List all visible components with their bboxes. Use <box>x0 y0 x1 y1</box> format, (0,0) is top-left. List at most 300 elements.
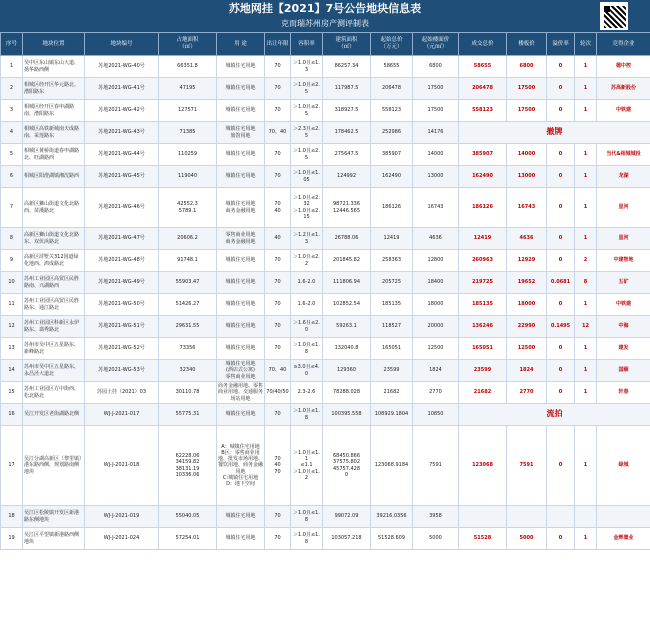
table-cell: 1 <box>1 56 23 78</box>
table-cell: 102852.54 <box>323 294 371 316</box>
table-cell: 0 <box>547 100 575 122</box>
table-cell: 17500 <box>507 78 547 100</box>
table-cell: 苏地2021-WG-40号 <box>85 56 159 78</box>
table-cell: 162490 <box>371 166 413 188</box>
table-cell: 118527 <box>371 316 413 338</box>
table-cell: 零售商业用地 商务金融用地 <box>217 228 265 250</box>
table-cell: 21682 <box>459 382 507 404</box>
table-cell: 1 <box>575 294 597 316</box>
table-row <box>1 294 650 316</box>
table-cell: 39216.0356 <box>371 506 413 528</box>
column-header: 成交总价 <box>459 33 507 56</box>
table-cell: 城镇住宅用地 <box>217 56 265 78</box>
table-cell: 17 <box>1 426 23 506</box>
table-cell: 127571 <box>159 100 217 122</box>
column-header: 地块编号 <box>85 33 159 56</box>
table-cell: 苏州工业园区高贸区民胜路南、兴湖路西 <box>23 272 85 294</box>
table-cell: 70 <box>265 404 291 426</box>
table-cell: 14000 <box>413 144 459 166</box>
column-header: 溢价率 <box>547 33 575 56</box>
table-cell: WJ-J-2021-017 <box>85 404 159 426</box>
table-cell: 苏地2021-WG-44号 <box>85 144 159 166</box>
table-cell: 258363 <box>371 250 413 272</box>
table-cell: 4 <box>1 122 23 144</box>
table-cell: 苏高新股份 <box>597 78 650 100</box>
table-cell: 2.3-2.6 <box>291 382 323 404</box>
table-cell: 12419 <box>371 228 413 250</box>
table-cell: 186126 <box>371 188 413 228</box>
table-cell: 城镇住宅用地 旅馆用地 <box>217 122 265 144</box>
table-cell: 1 <box>575 426 597 506</box>
table-cell: 1824 <box>413 360 459 382</box>
table-cell: 86257.34 <box>323 56 371 78</box>
table-cell: 相城区阳澄湖镇湘沈路西 <box>23 166 85 188</box>
table-cell: 苏地2021-WG-50号 <box>85 294 159 316</box>
table-cell: ＞1.0且≤1.8 <box>291 338 323 360</box>
table-cell: 城镇住宅用地 <box>217 338 265 360</box>
table-cell: 178462.5 <box>323 122 371 144</box>
table-cell: 0 <box>547 166 575 188</box>
table-cell: ＞2.3且≤2.5 <box>291 122 323 144</box>
table-cell: 30110.78 <box>159 382 217 404</box>
table-cell: 58655 <box>459 56 507 78</box>
table-cell: 0.0681 <box>547 272 575 294</box>
table-cell: 5000 <box>413 528 459 550</box>
table-cell: 7 <box>1 188 23 228</box>
table-cell: 70 <box>265 144 291 166</box>
table-cell: 165051 <box>371 338 413 360</box>
table-cell: 苏州工业园区方中街西、松北路北 <box>23 382 85 404</box>
table-cell: 苏地2021-WG-41号 <box>85 78 159 100</box>
table-cell: 中铁建 <box>597 100 650 122</box>
table-cell: 苏地2021-WG-42号 <box>85 100 159 122</box>
table-cell: 吴江区平望镇新港路西侧地块 <box>23 528 85 550</box>
table-cell: A：城镇住宅用地 B区：零售商业用地、批发市场用地、餐饮用地、商务金融用地 C:城镇住宅用地 D：地下空间 <box>217 426 265 506</box>
table-cell: 吴中区东山镇东山大道、扬华路西侧 <box>23 56 85 78</box>
table-cell: 苏州市吴中区五星路东、新峰路北 <box>23 338 85 360</box>
table-cell: 11 <box>1 294 23 316</box>
table-cell: 132040.8 <box>323 338 371 360</box>
table-cell: 0 <box>547 338 575 360</box>
table-cell: 相城区高铁新城南天成路南、采莲路东 <box>23 122 85 144</box>
table-cell: 16743 <box>413 188 459 228</box>
table-cell: 7591 <box>413 426 459 506</box>
table-cell: 星河 <box>597 228 650 250</box>
table-cell: 苏州工业园区科新区永伊路东、翡秀路北 <box>23 316 85 338</box>
table-cell: 32340 <box>159 360 217 382</box>
table-cell: 城镇住宅用地 <box>217 404 265 426</box>
table-row <box>1 426 650 506</box>
table-cell: 186126 <box>459 188 507 228</box>
table-cell <box>507 506 547 528</box>
table-cell: 绿城 <box>597 426 650 506</box>
table-cell: 558123 <box>459 100 507 122</box>
table-cell: ＞1.0且≤2.32 ＞1.0且≤2.15 <box>291 188 323 228</box>
table-cell: 129360 <box>323 360 371 382</box>
table-cell: 1 <box>575 360 597 382</box>
table-cell: 6 <box>1 166 23 188</box>
table-cell: 201845.82 <box>323 250 371 272</box>
table-cell: 城镇住宅用地 <box>217 272 265 294</box>
table-cell: 0 <box>547 56 575 78</box>
table-cell: 城镇住宅用地 <box>217 166 265 188</box>
table-cell: 中海 <box>597 316 650 338</box>
table-cell: 城镇住宅用地 (酒店式公寓) 零售商业用地 <box>217 360 265 382</box>
table-cell: 70 <box>265 528 291 550</box>
table-cell: 1 <box>575 78 597 100</box>
table-cell: 1.6-2.0 <box>291 272 323 294</box>
table-cell: 1824 <box>507 360 547 382</box>
table-cell: 98721.336 12446.565 <box>323 188 371 228</box>
table-cell: 51528.609 <box>371 528 413 550</box>
table-row <box>1 56 650 78</box>
table-cell: 6800 <box>507 56 547 78</box>
table-cell: 1 <box>575 338 597 360</box>
table-cell: 0 <box>547 360 575 382</box>
table-cell: 吴江开发区老街湖路北侧 <box>23 404 85 426</box>
table-cell: 城镇住宅用地 <box>217 250 265 272</box>
table-row <box>1 528 650 550</box>
table-cell: 123068.9184 <box>371 426 413 506</box>
table-cell: 23599 <box>371 360 413 382</box>
table-cell: 23599 <box>459 360 507 382</box>
table-cell: 金辉置业 <box>597 528 650 550</box>
column-header: 起始楼面价 （元/㎡） <box>413 33 459 56</box>
table-cell: 29631.55 <box>159 316 217 338</box>
table-cell: 70 <box>265 294 291 316</box>
table-cell: 70、40 <box>265 360 291 382</box>
land-table <box>0 32 650 550</box>
table-cell: 0 <box>547 144 575 166</box>
table-cell: 18400 <box>413 272 459 294</box>
table-cell: 五矿 <box>597 272 650 294</box>
table-cell: 10850 <box>413 404 459 426</box>
table-cell: 13000 <box>413 166 459 188</box>
table-cell: 12800 <box>413 250 459 272</box>
column-header: 占地面积 （㎡） <box>159 33 217 56</box>
table-row <box>1 316 650 338</box>
table-cell: 16743 <box>507 188 547 228</box>
table-cell: 0.1495 <box>547 316 575 338</box>
table-cell: 78288.028 <box>323 382 371 404</box>
table-cell: 0 <box>547 188 575 228</box>
table-cell: 高新区狮山街道文化北路东、双伏浜路北 <box>23 228 85 250</box>
table-cell: 385907 <box>371 144 413 166</box>
table-cell: 3 <box>1 100 23 122</box>
table-row <box>1 144 650 166</box>
table-cell: 苏地2021-WG-43号 <box>85 122 159 144</box>
table-cell: 4636 <box>507 228 547 250</box>
page-subtitle: 克而瑞苏州房产测评制表 <box>281 19 369 28</box>
table-cell: 21682 <box>371 382 413 404</box>
table-cell: 5 <box>1 144 23 166</box>
page-title: 苏地网挂【2021】7号公告地块信息表 <box>228 2 422 15</box>
table-cell: 252986 <box>371 122 413 144</box>
table-cell: 318927.5 <box>323 100 371 122</box>
table-cell: 3958 <box>413 506 459 528</box>
table-cell: 62228.06 34159.82 38131.19 10336.06 <box>159 426 217 506</box>
table-cell: 1 <box>575 382 597 404</box>
table-cell: 124992 <box>323 166 371 188</box>
table-cell: 7591 <box>507 426 547 506</box>
table-cell: 1 <box>575 144 597 166</box>
table-cell: 55775.31 <box>159 404 217 426</box>
table-cell: 中铁建 <box>597 294 650 316</box>
table-cell: 城镇住宅用地 <box>217 144 265 166</box>
table-cell: ＞1.0且≤1.3 <box>291 56 323 78</box>
table-cell: 吴江区松陵镇开发区新港路东侧地块 <box>23 506 85 528</box>
table-cell: 73356 <box>159 338 217 360</box>
table-cell: 275647.5 <box>323 144 371 166</box>
table-cell: 19652 <box>507 272 547 294</box>
column-header: 起始总价 （万元） <box>371 33 413 56</box>
table-cell: 5000 <box>507 528 547 550</box>
table-cell: 相城区经开区春申湖路南、漕阳路东 <box>23 100 85 122</box>
table-cell: 12500 <box>507 338 547 360</box>
table-cell: 12 <box>1 316 23 338</box>
table-cell: 1 <box>575 528 597 550</box>
table-cell: 城镇住宅用地 <box>217 294 265 316</box>
table-row <box>1 382 650 404</box>
table-cell: 70 <box>265 338 291 360</box>
table-cell: 99072.09 <box>323 506 371 528</box>
table-cell: 0 <box>547 294 575 316</box>
table-cell: 1 <box>575 100 597 122</box>
table-cell: 558123 <box>371 100 413 122</box>
table-cell: 15 <box>1 382 23 404</box>
table-cell: 12929 <box>507 250 547 272</box>
table-cell: 42552.3 5789.1 <box>159 188 217 228</box>
table-row <box>1 506 650 528</box>
table-cell: 55040.05 <box>159 506 217 528</box>
table-cell <box>575 506 597 528</box>
table-cell: ＞1.2且≤1.3 <box>291 228 323 250</box>
table-cell: 219725 <box>459 272 507 294</box>
table-cell: 城镇住宅用地 <box>217 316 265 338</box>
table-cell: 14 <box>1 360 23 382</box>
table-cell: 162490 <box>459 166 507 188</box>
table-cell: ＞1.0且≤1.8 <box>291 506 323 528</box>
table-cell: 58655 <box>371 56 413 78</box>
table-cell: 70 <box>265 506 291 528</box>
table-cell: 0 <box>547 78 575 100</box>
column-header: 竞得企业 <box>597 33 650 56</box>
table-cell: 2 <box>575 250 597 272</box>
table-row <box>1 250 650 272</box>
table-cell <box>547 506 575 528</box>
table-cell: 260963 <box>459 250 507 272</box>
table-cell: ＞1.0且≤2.5 <box>291 78 323 100</box>
table-cell: 0 <box>547 250 575 272</box>
table-cell: ≥3.0且≤4.0 <box>291 360 323 382</box>
status-note: 流拍 <box>459 404 650 426</box>
table-cell: 相城区黄桥街道春申湖路北、旺湖路西 <box>23 144 85 166</box>
header-bar <box>0 0 650 32</box>
table-row <box>1 404 650 426</box>
table-cell: 当代&相城城投 <box>597 144 650 166</box>
table-cell: 12 <box>575 316 597 338</box>
table-cell: 70 <box>265 56 291 78</box>
table-cell: 206478 <box>371 78 413 100</box>
table-cell: ＞1.0且≤1.8 <box>291 528 323 550</box>
table-cell: ＞1.0且≤1.1 ≤1.1 ＞1.0且≤1.2 <box>291 426 323 506</box>
table-cell: 12419 <box>459 228 507 250</box>
table-cell: 苏地2021-WG-46号 <box>85 188 159 228</box>
table-cell: 苏地2021-WG-52号 <box>85 338 159 360</box>
table-cell: 110259 <box>159 144 217 166</box>
table-cell: 苏地2021-WG-48号 <box>85 250 159 272</box>
table-row <box>1 272 650 294</box>
table-cell: 龙湖 <box>597 166 650 188</box>
table-cell: 建发 <box>597 338 650 360</box>
table-cell: 0 <box>547 426 575 506</box>
table-cell: 苏地2021-WG-51号 <box>85 316 159 338</box>
table-cell: 17500 <box>507 100 547 122</box>
table-cell: 51528 <box>459 528 507 550</box>
table-cell: 206478 <box>459 78 507 100</box>
table-cell: 8 <box>575 272 597 294</box>
table-cell: 苏州工业园区高贸区民胜路东、通江路北 <box>23 294 85 316</box>
table-cell: WJ-J-2021-018 <box>85 426 159 506</box>
table-cell: 苏地2021-WG-47号 <box>85 228 159 250</box>
table-cell: 6800 <box>413 56 459 78</box>
table-cell: 70 40 <box>265 188 291 228</box>
table-cell: 117987.5 <box>323 78 371 100</box>
table-cell: 70 40 70 <box>265 426 291 506</box>
table-cell: 17500 <box>413 78 459 100</box>
table-cell: WJ-J-2021-019 <box>85 506 159 528</box>
table-cell: 51426.27 <box>159 294 217 316</box>
table-cell: WJ-J-2021-024 <box>85 528 159 550</box>
column-header: 序号 <box>1 33 23 56</box>
table-cell: 70 <box>265 166 291 188</box>
table-cell: 1 <box>575 56 597 78</box>
table-row <box>1 338 650 360</box>
table-cell: 1 <box>575 228 597 250</box>
table-cell: 108929.1804 <box>371 404 413 426</box>
table-cell: 苏地2021-WG-45号 <box>85 166 159 188</box>
table-cell: 城镇住宅用地 <box>217 78 265 100</box>
table-cell: 57254.01 <box>159 528 217 550</box>
table-cell: 2 <box>1 78 23 100</box>
table-cell: 城镇住宅用地 <box>217 100 265 122</box>
table-cell: 119040 <box>159 166 217 188</box>
table-cell: 47195 <box>159 78 217 100</box>
table-cell: 17500 <box>413 100 459 122</box>
table-cell: 14176 <box>413 122 459 144</box>
table-cell: ＞1.6且≤2.0 <box>291 316 323 338</box>
table-header-row <box>1 33 650 56</box>
column-header: 建筑面积 （㎡） <box>323 33 371 56</box>
table-cell: 103057.218 <box>323 528 371 550</box>
table-cell: 100395.558 <box>323 404 371 426</box>
table-cell: 185135 <box>459 294 507 316</box>
table-cell: 55903.47 <box>159 272 217 294</box>
table-cell: 111806.94 <box>323 272 371 294</box>
table-row <box>1 360 650 382</box>
table-cell: 13000 <box>507 166 547 188</box>
table-cell: 9 <box>1 250 23 272</box>
table-cell: 123068 <box>459 426 507 506</box>
table-cell: 14000 <box>507 144 547 166</box>
table-cell: 城镇住宅用地 <box>217 506 265 528</box>
table-cell: 70 <box>265 100 291 122</box>
table-cell: 轩春 <box>597 382 650 404</box>
table-cell: 70 <box>265 78 291 100</box>
column-header: 出让年限 <box>265 33 291 56</box>
table-cell: 星河 <box>597 188 650 228</box>
table-cell: ＞1.0且≤1.8 <box>291 404 323 426</box>
table-cell: 苏地2021-WG-49号 <box>85 272 159 294</box>
column-header: 楼板价 <box>507 33 547 56</box>
table-cell: 71385 <box>159 122 217 144</box>
table-cell: 70/40/50 <box>265 382 291 404</box>
table-cell: 0 <box>547 528 575 550</box>
table-cell: 相城区经开区华元路北、漕阳路东 <box>23 78 85 100</box>
table-row <box>1 228 650 250</box>
table-cell: 70、40 <box>265 122 291 144</box>
table-cell: 国颐 <box>597 360 650 382</box>
table-cell: 136246 <box>459 316 507 338</box>
table-cell: 0 <box>547 382 575 404</box>
table-cell: 苏园土挂（2021）03 <box>85 382 159 404</box>
table-cell: 2770 <box>413 382 459 404</box>
table-cell: 城镇住宅用地 <box>217 528 265 550</box>
table-cell: 1.6-2.0 <box>291 294 323 316</box>
table-cell: 18 <box>1 506 23 528</box>
table-cell: 1 <box>575 166 597 188</box>
table-cell: 66351.8 <box>159 56 217 78</box>
table-cell: 苏地2021-WG-53号 <box>85 360 159 382</box>
table-row <box>1 166 650 188</box>
table-cell: 中建智地 <box>597 250 650 272</box>
table-cell: 2770 <box>507 382 547 404</box>
table-cell: 19 <box>1 528 23 550</box>
table-cell: 70 <box>265 250 291 272</box>
table-cell: 16 <box>1 404 23 426</box>
table-cell: 0 <box>547 228 575 250</box>
table-cell: 185135 <box>371 294 413 316</box>
table-cell: 8 <box>1 228 23 250</box>
table-cell: 18000 <box>507 294 547 316</box>
table-cell: 68450.866 37575.802 45757.428 0 <box>323 426 371 506</box>
table-cell: 165051 <box>459 338 507 360</box>
table-cell: ＞1.0且≤2.5 <box>291 144 323 166</box>
table-cell: 70 <box>265 272 291 294</box>
table-cell: 高新区浒墅关312国道绿化地西、鸿成路北 <box>23 250 85 272</box>
qr-code-icon <box>600 2 628 30</box>
table-cell: 德中控 <box>597 56 650 78</box>
table-cell: 20000 <box>413 316 459 338</box>
table-cell: 385907 <box>459 144 507 166</box>
table-cell: 91748.1 <box>159 250 217 272</box>
table-cell: 40 <box>265 228 291 250</box>
table-cell: ＞1.0且≤2.2 <box>291 250 323 272</box>
table-cell <box>597 506 650 528</box>
status-note: 撤牌 <box>459 122 650 144</box>
table-row <box>1 188 650 228</box>
table-row <box>1 78 650 100</box>
column-header: 轮次 <box>575 33 597 56</box>
table-cell: 205725 <box>371 272 413 294</box>
table-cell: 70 <box>265 316 291 338</box>
table-cell: ＞1.0且≤2.5 <box>291 100 323 122</box>
table-cell: 59263.1 <box>323 316 371 338</box>
table-cell: 10 <box>1 272 23 294</box>
column-header: 用 途 <box>217 33 265 56</box>
table-row <box>1 122 650 144</box>
table-cell: 13 <box>1 338 23 360</box>
